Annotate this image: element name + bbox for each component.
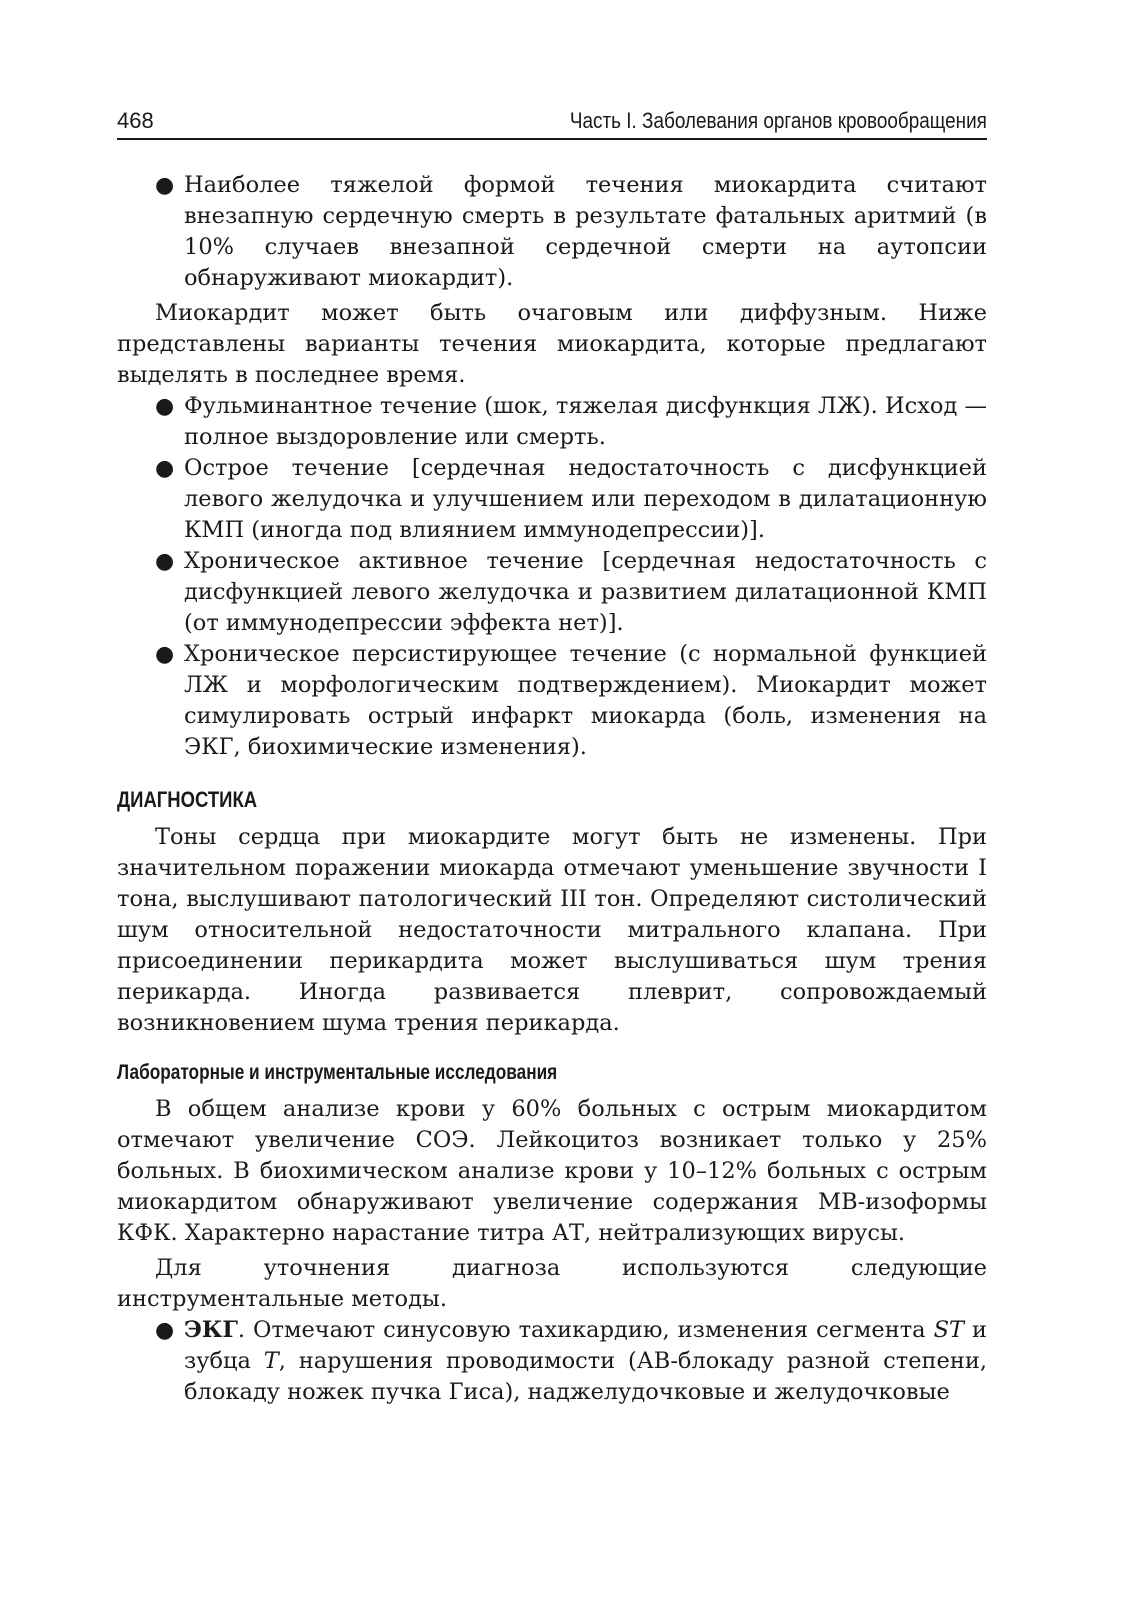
section-heading: ДИАГНОСТИКА (117, 787, 258, 812)
term-ekg: ЭКГ (184, 1317, 238, 1343)
paragraph: Миокардит может быть очаговым или диффузным. Ниже представлены варианты течения миокардита, которые предлагают выделять в последнее время. (117, 300, 987, 388)
bullet-icon: ● (155, 642, 175, 667)
bullet-list (117, 391, 987, 763)
bullet-icon: ● (155, 456, 175, 481)
list-item-text: Острое течение [сердечная недостаточность с дисфункцией левого желудочка и улучшением или переходом в дилатационную КМП (иногда под влиянием иммунодепрессии)]. (184, 455, 987, 543)
ekg-text: . Отмечают синусовую тахикардию, изменения сегмента (237, 1317, 934, 1343)
subsection-heading: Лабораторные и инструментальные исследования (117, 1061, 558, 1084)
wave-t: T (263, 1348, 279, 1374)
bullet-list (117, 170, 987, 294)
bullet-icon: ● (155, 394, 175, 419)
list-item (117, 453, 987, 546)
bullet-list (117, 1315, 987, 1408)
list-item-text: Наиболее тяжелой формой течения миокардита считают внезапную сердечную смерть в результате фатальных аритмий (в 10% случаев внезапной сердечной смерти на аутопсии обнаруживают миокардит). (184, 172, 987, 291)
list-item-text: Хроническое персистирующее течение (с нормальной функцией ЛЖ и морфологическим подтверждением). Миокардит может симулировать острый инфаркт миокарда (боль, изменения на ЭКГ, биохимические изменения). (184, 641, 987, 760)
page-content (117, 170, 987, 1408)
bullet-icon: ● (155, 1318, 175, 1343)
paragraph: Тоны сердца при миокардите могут быть не изменены. При значительном поражении миокарда отмечают уменьшение звучности I тона, выслушивают патологический III тон. Определяют систолический шум относительной недостаточности митрального клапана. При присоединении перикардита может выслушиваться шум трения перикарда. Иногда развивается плеврит, сопровождаемый возникновением шума трения перикарда. (117, 824, 987, 1036)
running-title: Часть I. Заболевания органов кровообращения (569, 108, 987, 133)
paragraph: В общем анализе крови у 60% больных с острым миокардитом отмечают увеличение СОЭ. Лейкоцитоз возникает только у 25% больных. В биохимическом анализе крови у 10–12% больных с острым миокардитом обнаруживают увеличение содержания МВ-изоформы КФК. Характерно нарастание титра АТ, нейтрализующих вирусы. (117, 1096, 987, 1246)
segment-st: ST (933, 1317, 964, 1343)
list-item (117, 391, 987, 453)
list-item-ekg (117, 1315, 987, 1408)
list-item (117, 639, 987, 763)
list-item-text: Фульминантное течение (шок, тяжелая дисфункция ЛЖ). Исход — полное выздоровление или смерть. (184, 393, 987, 450)
bullet-icon: ● (155, 173, 175, 198)
page-number: 468 (117, 108, 154, 133)
list-item (117, 170, 987, 294)
list-item (117, 546, 987, 639)
paragraph: Для уточнения диагноза используются следующие инструментальные методы. (117, 1255, 987, 1312)
running-header (117, 108, 987, 140)
list-item-text: Хроническое активное течение [сердечная недостаточность с дисфункцией левого желудочка и развитием дилатационной КМП (от иммунодепрессии эффекта нет)]. (184, 548, 987, 636)
bullet-icon: ● (155, 549, 175, 574)
ekg-text: и зубца (184, 1317, 987, 1374)
ekg-text: , нарушения проводимости (АВ-блокаду разной степени, блокаду ножек пучка Гиса), наджелудочковые и желудочковые (184, 1348, 987, 1405)
